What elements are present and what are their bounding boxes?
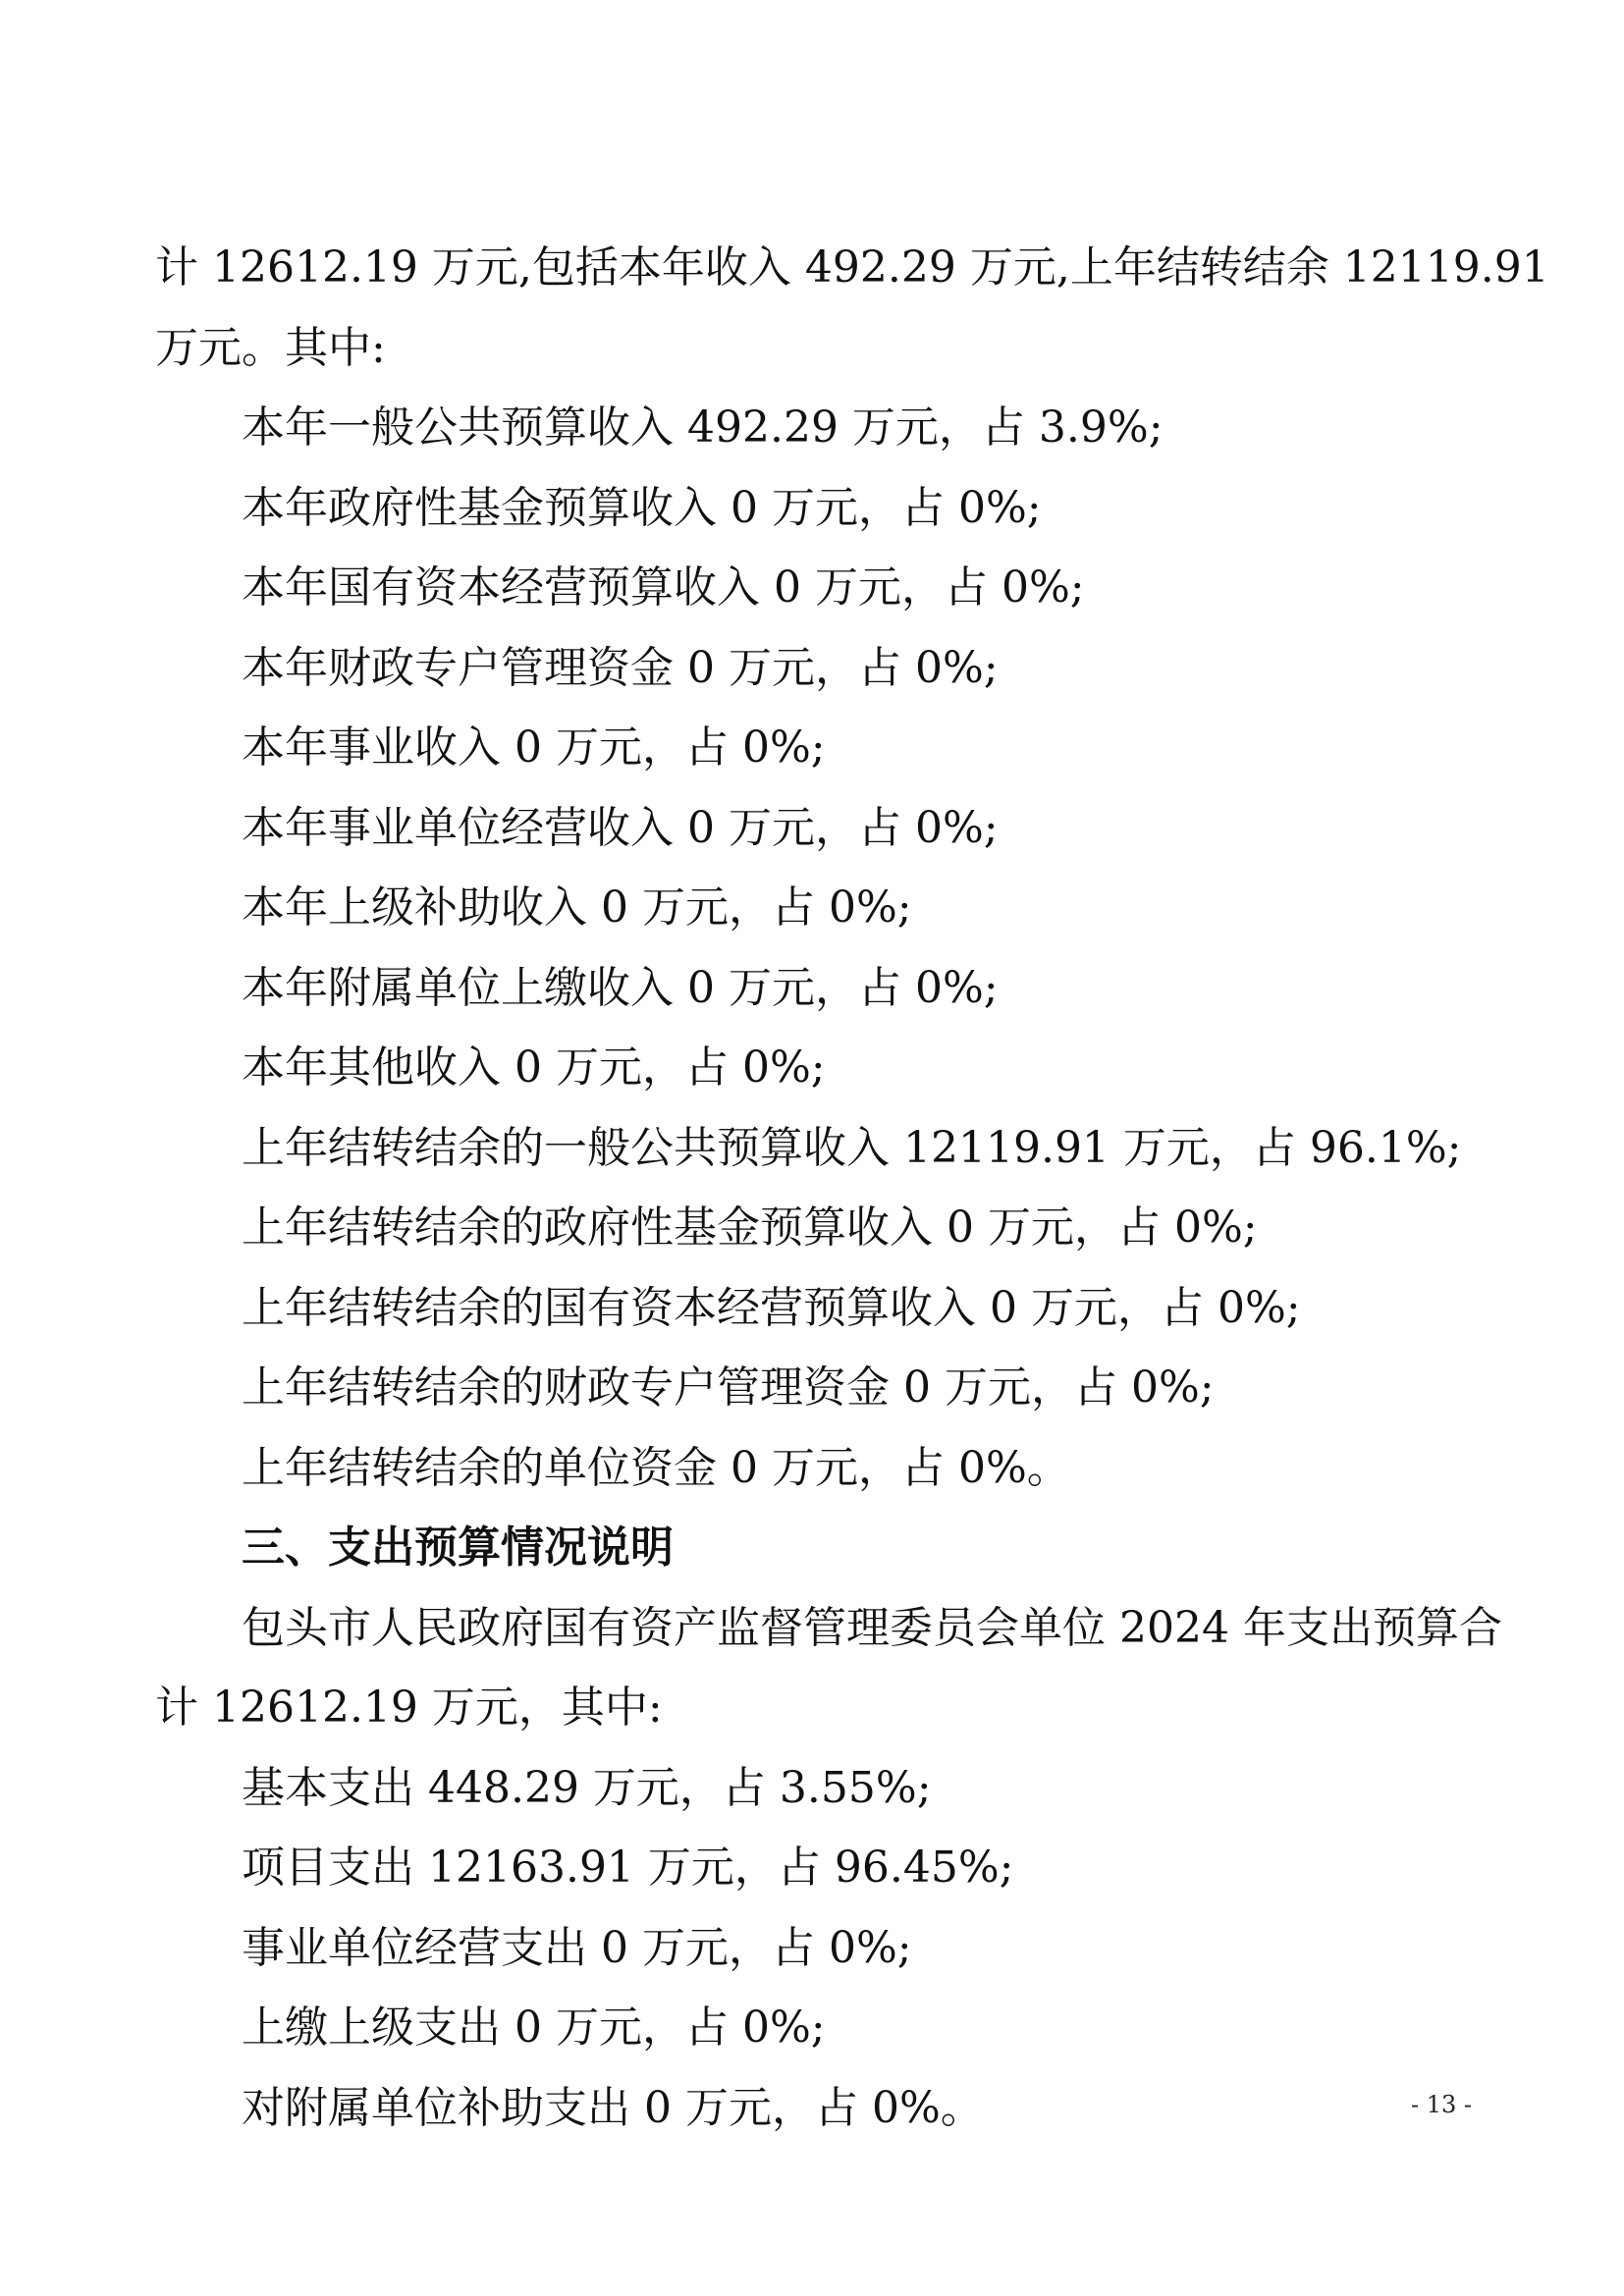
income-item-carryover-general-public: 上年结转结余的一般公共预算收入 12119.91 万元，占 96.1%;: [242, 1122, 1462, 1173]
income-item-business-income: 本年事业收入 0 万元，占 0%;: [242, 722, 826, 773]
income-item-general-public-budget: 本年一般公共预算收入 492.29 万元，占 3.9%;: [242, 402, 1164, 453]
page-number: - 13 -: [1410, 2091, 1472, 2118]
income-item-superior-subsidy: 本年上级补助收入 0 万元，占 0%;: [242, 882, 912, 933]
income-item-state-capital-budget: 本年国有资本经营预算收入 0 万元，占 0%;: [242, 562, 1085, 613]
income-summary-line-1: 计 12612.19 万元,包括本年收入 492.29 万元,上年结转结余 12119.91: [155, 242, 1549, 293]
income-item-carryover-special-account: 上年结转结余的财政专户管理资金 0 万元，占 0%;: [242, 1362, 1215, 1413]
expenditure-item-affiliate-subsidy: 对附属单位补助支出 0 万元，占 0%。: [242, 2082, 984, 2133]
expenditure-intro-line-2: 计 12612.19 万元，其中:: [155, 1682, 663, 1733]
income-item-special-account-funds: 本年财政专户管理资金 0 万元，占 0%;: [242, 642, 999, 693]
expenditure-item-remittance-to-superior: 上缴上级支出 0 万元，占 0%;: [242, 2002, 826, 2053]
income-item-operating-income: 本年事业单位经营收入 0 万元，占 0%;: [242, 802, 999, 853]
income-item-carryover-state-capital: 上年结转结余的国有资本经营预算收入 0 万元，占 0%;: [242, 1282, 1301, 1333]
expenditure-item-operating: 事业单位经营支出 0 万元，占 0%;: [242, 1922, 912, 1973]
income-item-other-income: 本年其他收入 0 万元，占 0%;: [242, 1042, 826, 1093]
income-item-carryover-government-fund: 上年结转结余的政府性基金预算收入 0 万元，占 0%;: [242, 1202, 1258, 1253]
income-item-affiliate-remittance: 本年附属单位上缴收入 0 万元，占 0%;: [242, 962, 999, 1013]
expenditure-item-project: 项目支出 12163.91 万元，占 96.45%;: [242, 1842, 1014, 1893]
expenditure-item-basic: 基本支出 448.29 万元，占 3.55%;: [242, 1762, 932, 1813]
section-heading-expenditure: 三、支出预算情况说明: [242, 1522, 674, 1573]
income-summary-line-2: 万元。其中:: [155, 322, 386, 373]
income-item-carryover-unit-funds: 上年结转结余的单位资金 0 万元，占 0%。: [242, 1442, 1070, 1493]
income-item-government-fund-budget: 本年政府性基金预算收入 0 万元，占 0%;: [242, 482, 1042, 533]
expenditure-intro-line-1: 包头市人民政府国有资产监督管理委员会单位 2024 年支出预算合: [242, 1602, 1502, 1653]
document-body: [155, 228, 1549, 2148]
